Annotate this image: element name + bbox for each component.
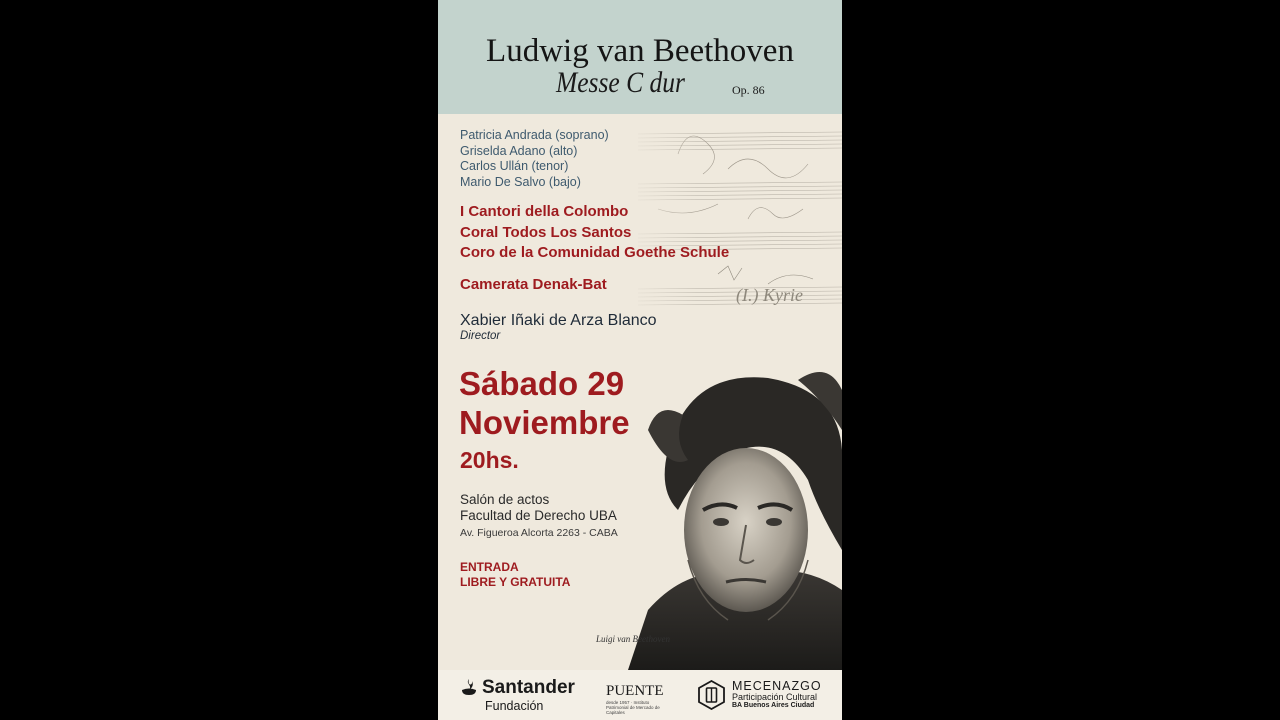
mecenazgo-title: MECENAZGO [732,679,822,693]
puente-logo: PUENTE [606,683,664,699]
soloist-bass: Mario De Salvo (bajo) [460,174,581,189]
entry-label: ENTRADA [460,560,519,574]
opus-number: Op. 86 [732,83,765,97]
soloist-soprano: Patricia Andrada (soprano) [460,128,609,142]
choir-item: Coral Todos Los Santos [460,223,632,241]
poster-header [438,0,842,114]
mecenazgo-subtitle: Participación Cultural [732,692,818,702]
venue-institution: Facultad de Derecho UBA [460,508,617,523]
work-title: Messe C dur [556,66,685,99]
choirs-list [460,202,729,264]
director-role: Director [460,330,501,342]
puente-subtitle: desde 1957 · Instituto Patrimonial de Mercado de Capitales [606,700,660,715]
choir-item: Coro de la Comunidad Goethe Schule [460,244,730,261]
mecenazgo-logo-icon [698,680,725,710]
event-time: 20hs. [460,447,519,473]
choir-item: I Cantori della Colombo [460,203,629,220]
venue-hall: Salón de actos [460,492,550,507]
composer-name: Ludwig van Beethoven [486,33,794,69]
santander-flame-icon [460,678,478,696]
buenos-aires-ciudad-label: BA Buenos Aires Ciudad [732,702,815,709]
event-day: Sábado 29 [459,365,625,402]
composer-signature: Luigi van Beethoven [596,634,670,644]
venue-block [460,492,617,524]
soloists-list [460,128,609,190]
santander-name: Santander [482,677,575,698]
concert-poster [438,0,842,720]
santander-subtitle: Fundación [485,699,544,713]
orchestra-name: Camerata Denak-Bat [460,276,607,293]
director-name: Xabier Iñaki de Arza Blanco [460,312,657,329]
beethoven-portrait-image [628,360,842,670]
soloist-tenor: Carlos Ullán (tenor) [460,159,569,173]
entry-info [460,560,570,590]
event-month: Noviembre [459,404,630,441]
venue-address: Av. Figueroa Alcorta 2263 - CABA [460,527,618,539]
entry-free: LIBRE Y GRATUITA [460,575,571,589]
soloist-alto: Griselda Adano (alto) [460,143,578,158]
